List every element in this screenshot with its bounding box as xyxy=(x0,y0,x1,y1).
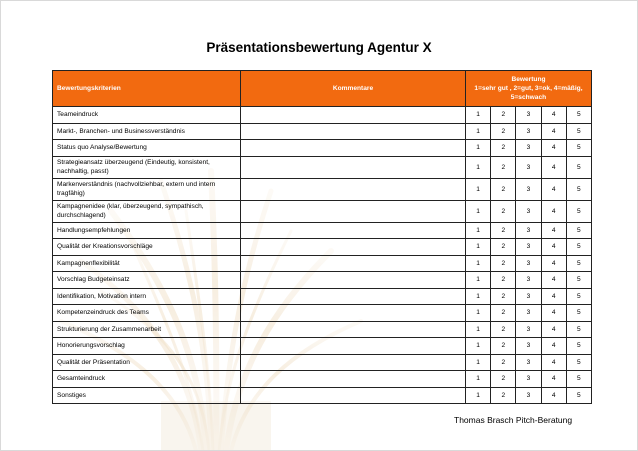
score-option-4[interactable]: 4 xyxy=(541,239,566,256)
comment-cell[interactable] xyxy=(241,107,466,124)
score-option-5[interactable]: 5 xyxy=(566,338,591,355)
score-option-2[interactable]: 2 xyxy=(491,338,516,355)
table-row xyxy=(53,140,592,157)
score-option-4[interactable]: 4 xyxy=(541,371,566,388)
score-option-3[interactable]: 3 xyxy=(516,338,541,355)
score-option-2[interactable]: 2 xyxy=(491,200,516,222)
criterion-label: Qualität der Kreationsvorschläge xyxy=(53,239,241,256)
score-option-2[interactable]: 2 xyxy=(491,140,516,157)
header-rating-title: Bewertung xyxy=(511,76,546,83)
score-option-1[interactable]: 1 xyxy=(466,156,491,178)
score-option-4[interactable]: 4 xyxy=(541,156,566,178)
score-option-5[interactable]: 5 xyxy=(566,178,591,200)
criterion-label: Strategieansatz überzeugend (Eindeutig, konsistent, nachhaltig, passt) xyxy=(53,156,241,178)
header-comment: Kommentare xyxy=(241,71,466,107)
criterion-label: Status quo Analyse/Bewertung xyxy=(53,140,241,157)
comment-cell[interactable] xyxy=(241,222,466,239)
table-row xyxy=(53,255,592,272)
score-option-3[interactable]: 3 xyxy=(516,178,541,200)
criterion-label: Sonstiges xyxy=(53,387,241,404)
score-option-4[interactable]: 4 xyxy=(541,178,566,200)
criterion-label: Kampagnenidee (klar, überzeugend, sympathisch, durchschlagend) xyxy=(53,200,241,222)
comment-cell[interactable] xyxy=(241,140,466,157)
table-row xyxy=(53,107,592,124)
comment-cell[interactable] xyxy=(241,200,466,222)
criterion-label: Handlungsempfehlungen xyxy=(53,222,241,239)
score-option-4[interactable]: 4 xyxy=(541,222,566,239)
score-option-1[interactable]: 1 xyxy=(466,288,491,305)
score-option-2[interactable]: 2 xyxy=(491,156,516,178)
comment-cell[interactable] xyxy=(241,321,466,338)
comment-cell[interactable] xyxy=(241,305,466,322)
score-option-2[interactable]: 2 xyxy=(491,321,516,338)
score-option-1[interactable]: 1 xyxy=(466,255,491,272)
comment-cell[interactable] xyxy=(241,338,466,355)
score-option-1[interactable]: 1 xyxy=(466,321,491,338)
criterion-label: Honorierungsvorschlag xyxy=(53,338,241,355)
score-option-2[interactable]: 2 xyxy=(491,222,516,239)
rating-table xyxy=(52,70,592,404)
score-option-3[interactable]: 3 xyxy=(516,156,541,178)
score-option-1[interactable]: 1 xyxy=(466,123,491,140)
score-option-2[interactable]: 2 xyxy=(491,371,516,388)
table-row xyxy=(53,354,592,371)
table-row xyxy=(53,321,592,338)
score-option-3[interactable]: 3 xyxy=(516,107,541,124)
table-row xyxy=(53,239,592,256)
header-rating-scale: 1=sehr gut , 2=gut, 3=ok, 4=mäßig, 5=schwach xyxy=(474,85,583,101)
comment-cell[interactable] xyxy=(241,255,466,272)
score-option-1[interactable]: 1 xyxy=(466,140,491,157)
score-option-5[interactable]: 5 xyxy=(566,387,591,404)
score-option-1[interactable]: 1 xyxy=(466,107,491,124)
score-option-1[interactable]: 1 xyxy=(466,305,491,322)
score-option-4[interactable]: 4 xyxy=(541,321,566,338)
comment-cell[interactable] xyxy=(241,387,466,404)
score-option-3[interactable]: 3 xyxy=(516,272,541,289)
score-option-5[interactable]: 5 xyxy=(566,107,591,124)
criterion-label: Teameindruck xyxy=(53,107,241,124)
table-row xyxy=(53,288,592,305)
score-option-3[interactable]: 3 xyxy=(516,371,541,388)
score-option-2[interactable]: 2 xyxy=(491,387,516,404)
score-option-3[interactable]: 3 xyxy=(516,387,541,404)
score-option-1[interactable]: 1 xyxy=(466,222,491,239)
header-rating xyxy=(466,71,592,107)
score-option-5[interactable]: 5 xyxy=(566,321,591,338)
score-option-5[interactable]: 5 xyxy=(566,123,591,140)
score-option-5[interactable]: 5 xyxy=(566,200,591,222)
score-option-2[interactable]: 2 xyxy=(491,107,516,124)
score-option-4[interactable]: 4 xyxy=(541,140,566,157)
score-option-1[interactable]: 1 xyxy=(466,371,491,388)
score-option-2[interactable]: 2 xyxy=(491,178,516,200)
score-option-3[interactable]: 3 xyxy=(516,305,541,322)
score-option-5[interactable]: 5 xyxy=(566,305,591,322)
score-option-2[interactable]: 2 xyxy=(491,123,516,140)
criterion-label: Qualität der Präsentation xyxy=(53,354,241,371)
score-option-4[interactable]: 4 xyxy=(541,123,566,140)
footer-credit: Thomas Brasch Pitch-Beratung xyxy=(454,415,573,425)
score-option-5[interactable]: 5 xyxy=(566,222,591,239)
score-option-3[interactable]: 3 xyxy=(516,123,541,140)
score-option-4[interactable]: 4 xyxy=(541,387,566,404)
score-option-4[interactable]: 4 xyxy=(541,305,566,322)
comment-cell[interactable] xyxy=(241,354,466,371)
score-option-1[interactable]: 1 xyxy=(466,272,491,289)
score-option-5[interactable]: 5 xyxy=(566,140,591,157)
criterion-label: Identifikation, Motivation intern xyxy=(53,288,241,305)
score-option-2[interactable]: 2 xyxy=(491,354,516,371)
score-option-4[interactable]: 4 xyxy=(541,354,566,371)
score-option-5[interactable]: 5 xyxy=(566,239,591,256)
score-option-4[interactable]: 4 xyxy=(541,107,566,124)
score-option-5[interactable]: 5 xyxy=(566,354,591,371)
score-option-3[interactable]: 3 xyxy=(516,354,541,371)
score-option-4[interactable]: 4 xyxy=(541,272,566,289)
score-option-2[interactable]: 2 xyxy=(491,255,516,272)
score-option-2[interactable]: 2 xyxy=(491,272,516,289)
table-row xyxy=(53,338,592,355)
comment-cell[interactable] xyxy=(241,178,466,200)
comment-cell[interactable] xyxy=(241,371,466,388)
score-option-1[interactable]: 1 xyxy=(466,200,491,222)
table-row xyxy=(53,200,592,222)
criterion-label: Kompetenzeindruck des Teams xyxy=(53,305,241,322)
table-row xyxy=(53,305,592,322)
score-option-4[interactable]: 4 xyxy=(541,255,566,272)
criterion-label: Kampagnenflexibilität xyxy=(53,255,241,272)
score-option-4[interactable]: 4 xyxy=(541,200,566,222)
table-header-row xyxy=(53,71,592,107)
header-criteria: Bewertungskriterien xyxy=(53,71,241,107)
score-option-3[interactable]: 3 xyxy=(516,222,541,239)
criterion-label: Markt-, Branchen- und Businessverständnis xyxy=(53,123,241,140)
criterion-label: Gesamteindruck xyxy=(53,371,241,388)
table-row xyxy=(53,178,592,200)
rating-table-body xyxy=(53,107,592,404)
score-option-5[interactable]: 5 xyxy=(566,156,591,178)
comment-cell[interactable] xyxy=(241,239,466,256)
score-option-5[interactable]: 5 xyxy=(566,255,591,272)
table-row xyxy=(53,272,592,289)
table-row xyxy=(53,222,592,239)
score-option-3[interactable]: 3 xyxy=(516,255,541,272)
score-option-3[interactable]: 3 xyxy=(516,288,541,305)
score-option-3[interactable]: 3 xyxy=(516,239,541,256)
score-option-4[interactable]: 4 xyxy=(541,288,566,305)
score-option-2[interactable]: 2 xyxy=(491,288,516,305)
comment-cell[interactable] xyxy=(241,156,466,178)
table-row xyxy=(53,387,592,404)
criterion-label: Markenverständnis (nachvollziehbar, extern und intern tragfähig) xyxy=(53,178,241,200)
score-option-4[interactable]: 4 xyxy=(541,338,566,355)
comment-cell[interactable] xyxy=(241,272,466,289)
table-row xyxy=(53,123,592,140)
score-option-1[interactable]: 1 xyxy=(466,354,491,371)
score-option-1[interactable]: 1 xyxy=(466,338,491,355)
criterion-label: Strukturierung der Zusammenarbeit xyxy=(53,321,241,338)
score-option-1[interactable]: 1 xyxy=(466,387,491,404)
comment-cell[interactable] xyxy=(241,288,466,305)
score-option-1[interactable]: 1 xyxy=(466,178,491,200)
score-option-5[interactable]: 5 xyxy=(566,371,591,388)
score-option-1[interactable]: 1 xyxy=(466,239,491,256)
score-option-2[interactable]: 2 xyxy=(491,239,516,256)
criterion-label: Vorschlag Budgeteinsatz xyxy=(53,272,241,289)
table-row xyxy=(53,371,592,388)
score-option-3[interactable]: 3 xyxy=(516,200,541,222)
table-row xyxy=(53,156,592,178)
score-option-5[interactable]: 5 xyxy=(566,272,591,289)
document-title: Präsentationsbewertung Agentur X xyxy=(206,40,432,55)
score-option-5[interactable]: 5 xyxy=(566,288,591,305)
comment-cell[interactable] xyxy=(241,123,466,140)
score-option-2[interactable]: 2 xyxy=(491,305,516,322)
score-option-3[interactable]: 3 xyxy=(516,321,541,338)
score-option-3[interactable]: 3 xyxy=(516,140,541,157)
